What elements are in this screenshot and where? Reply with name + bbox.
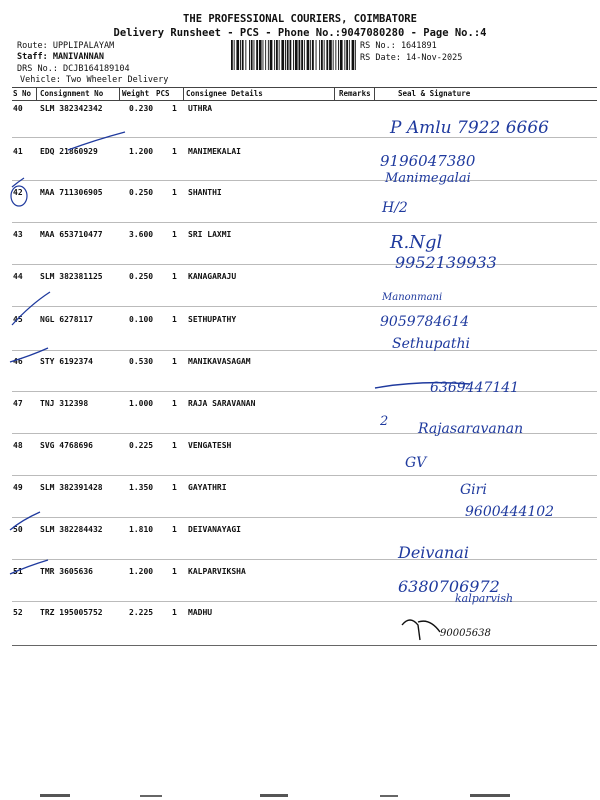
row-divider [12,306,597,307]
drs-info: DRS No.: DCJB164189104 [17,64,130,74]
barcode-bar [234,40,235,70]
table-row [0,399,600,419]
barcode-bar [249,40,250,70]
table-row [0,272,600,292]
signature-row-42: H/2 [382,200,408,216]
col-header-weight: Weight [122,89,150,98]
barcode-bar [333,40,334,70]
barcode-bar [326,40,328,70]
table-row [0,147,600,167]
row-sno: 49 [13,483,23,492]
row-weight: 0.225 [129,441,154,450]
barcode-bar [274,40,275,70]
col-divider [334,87,335,100]
row-pcs: 1 [172,104,177,113]
row-consignee: GAYATHRI [188,483,227,492]
row-consignment: SLM 382342342 [40,104,103,113]
row-divider [12,559,597,560]
barcode-bar [310,40,311,70]
table-row [0,441,600,461]
row-sno: 40 [13,104,23,113]
row-consignment: SVG 4768696 [40,441,93,450]
col-divider [119,87,120,100]
table-row [0,230,600,250]
col-header-remarks: Remarks [339,89,371,98]
row-divider [12,601,597,602]
table-row [0,315,600,335]
barcode-bar [251,40,253,70]
row-consignment: NGL 6278117 [40,315,93,324]
barcode-bar [324,40,325,70]
row-divider [12,222,597,223]
row-weight: 1.200 [129,567,154,576]
rs-date: RS Date: 14-Nov-2025 [360,53,463,63]
row-consignment: EDQ 21860929 [40,147,98,156]
barcode-bar [236,40,239,70]
barcode-bar [312,40,314,70]
barcode-bar [259,40,262,70]
row-sno: 42 [13,188,23,197]
col-divider [36,87,37,100]
row-consignee: SRI LAXMI [188,230,232,239]
signature-row-40: P Amlu 7922 6666 [390,118,549,138]
row-consignee: SETHUPATHY [188,315,237,324]
row-consignee: RAJA SARAVANAN [188,399,256,408]
row-consignee: MANIMEKALAI [188,147,241,156]
barcode-bar [295,40,298,70]
row-sno: 43 [13,230,23,239]
row-consignment: SLM 382381125 [40,272,103,281]
scan-mark [140,795,162,797]
scan-mark [470,794,510,797]
row-sno: 45 [13,315,23,324]
barcode-bar [338,40,339,70]
barcode-bar [287,40,289,70]
col-header-consignee: Consignee Details [186,89,263,98]
barcode-bar [276,40,278,70]
barcode-bar [304,40,305,70]
row-divider [12,391,597,392]
runsheet-subtitle: Delivery Runsheet - PCS - Phone No.:9047080280 - Page No.:4 [113,27,487,39]
scan-mark [260,794,288,797]
table-bottom-rule [12,645,597,646]
barcode-bar [268,40,269,70]
col-header-consignment: Consignment No [40,89,104,98]
col-header-seal: Seal & Signature [398,89,471,98]
row-pcs: 1 [172,147,177,156]
barcode-bar [352,40,355,70]
row-pcs: 1 [172,272,177,281]
row-pcs: 1 [172,357,177,366]
row-sno: 48 [13,441,23,450]
row-divider [12,264,597,265]
signature-row-51-phone: 6380706972 [398,577,500,596]
signature-row-41-name: Manimegalai [385,171,471,186]
row-weight: 1.000 [129,399,154,408]
table-row [0,525,600,545]
signature-row-45-phone: 9059784614 [380,314,470,330]
signature-row-45-name: Sethupathi [392,336,470,352]
route-info: Route: UPPLIPALAYAM [17,41,115,51]
barcode-bar [316,40,317,70]
signature-row-47: Rajasaravanan [418,421,524,437]
row-pcs: 1 [172,399,177,408]
row-weight: 0.100 [129,315,154,324]
barcode [231,40,356,70]
strike-mark [375,383,470,388]
row-sno: 52 [13,608,23,617]
barcode-bar [344,40,345,70]
row-weight: 1.350 [129,483,154,492]
row-consignee: UTHRA [188,104,213,113]
row-divider [12,517,597,518]
row-consignee: SHANTHI [188,188,222,197]
scan-edge-marks [20,790,580,798]
row-sno: 46 [13,357,23,366]
row-weight: 3.600 [129,230,154,239]
rs-number: RS No.: 1641891 [360,41,437,51]
scan-mark [40,794,70,797]
row-weight: 0.230 [129,104,154,113]
row-sno: 47 [13,399,23,408]
company-title: THE PROFESSIONAL COURIERS, COIMBATORE [183,13,417,25]
barcode-bar [240,40,241,70]
signature-row-49-phone: 9600444102 [465,504,555,520]
row-sno: 44 [13,272,23,281]
row-divider [12,433,597,434]
row-consignment: TMR 3605636 [40,567,93,576]
barcode-bar [245,40,246,70]
signature-row-51-name: kalparvish [455,592,514,605]
staff-info: Staff: MANIVANNAN [17,52,104,62]
barcode-bar [340,40,343,70]
barcode-bar [270,40,273,70]
barcode-bar [293,40,294,70]
barcode-bar [254,40,255,70]
remark-row-47: 2 [380,414,389,429]
signature-row-44: Manonmani [382,292,443,303]
barcode-bar [329,40,332,70]
row-consignment: TNJ 312398 [40,399,89,408]
row-pcs: 1 [172,608,177,617]
header-top-rule [12,87,597,88]
barcode-bar [319,40,320,70]
scan-mark [380,795,398,797]
barcode-bar [281,40,284,70]
row-weight: 0.250 [129,272,154,281]
barcode-bar [256,40,258,70]
row-pcs: 1 [172,230,177,239]
row-divider [12,180,597,181]
table-row [0,567,600,587]
barcode-bar [301,40,303,70]
barcode-bar [355,40,356,70]
signature-row-41-phone: 9196047380 [380,152,476,170]
barcode-bar [349,40,350,70]
col-header-pcs: PCS [156,89,170,98]
signature-row-49-name: Giri [460,482,487,498]
barcode-bar [263,40,264,70]
row-consignment: STY 6192374 [40,357,93,366]
col-header-sno: S No [13,89,32,98]
row-pcs: 1 [172,188,177,197]
barcode-bar [290,40,292,70]
row-sno: 51 [13,567,23,576]
row-pcs: 1 [172,315,177,324]
barcode-bar [285,40,286,70]
table-row [0,357,600,377]
row-consignment: TRZ 195005752 [40,608,103,617]
row-consignee: KANAGARAJU [188,272,237,281]
row-pcs: 1 [172,483,177,492]
row-pcs: 1 [172,525,177,534]
signature-row-43-phone: 9952139933 [395,253,497,272]
table-row [0,104,600,124]
signature-row-43-name: R.Ngl [390,232,443,253]
row-divider [12,475,597,476]
row-consignee: KALPARVIKSHA [188,567,246,576]
vehicle-info: Vehicle: Two Wheeler Delivery [20,75,169,85]
signature-row-50: Deivanai [398,543,469,562]
barcode-bar [321,40,323,70]
barcode-bar [279,40,280,70]
signature-row-46: 6369447141 [430,380,520,396]
col-divider [374,87,375,100]
row-weight: 2.225 [129,608,154,617]
table-row [0,188,600,208]
row-consignee: MADHU [188,608,213,617]
row-weight: 0.250 [129,188,154,197]
barcode-bar [242,40,244,70]
signature-row-52-phone: 90005638 [440,628,491,639]
row-consignment: SLM 382284432 [40,525,103,534]
table-row [0,608,600,628]
row-weight: 1.810 [129,525,154,534]
row-consignee: DEIVANAYAGI [188,525,241,534]
remark-row-48: GV [405,455,427,471]
table-row [0,483,600,503]
row-sno: 50 [13,525,23,534]
row-consignee: VENGATESH [188,441,232,450]
barcode-bar [265,40,266,70]
row-weight: 0.530 [129,357,154,366]
barcode-bar [307,40,310,70]
col-divider [183,87,184,100]
row-pcs: 1 [172,567,177,576]
barcode-bar [231,40,233,70]
row-consignee: MANIKAVASAGAM [188,357,251,366]
row-consignment: MAA 653710477 [40,230,103,239]
row-consignment: SLM 382391428 [40,483,103,492]
row-divider [12,350,597,351]
barcode-bar [335,40,336,70]
row-divider [12,137,597,138]
row-weight: 1.200 [129,147,154,156]
header-bottom-rule [12,100,597,101]
row-consignment: MAA 711306905 [40,188,103,197]
barcode-bar [299,40,301,70]
row-pcs: 1 [172,441,177,450]
barcode-bar [346,40,348,70]
row-sno: 41 [13,147,23,156]
